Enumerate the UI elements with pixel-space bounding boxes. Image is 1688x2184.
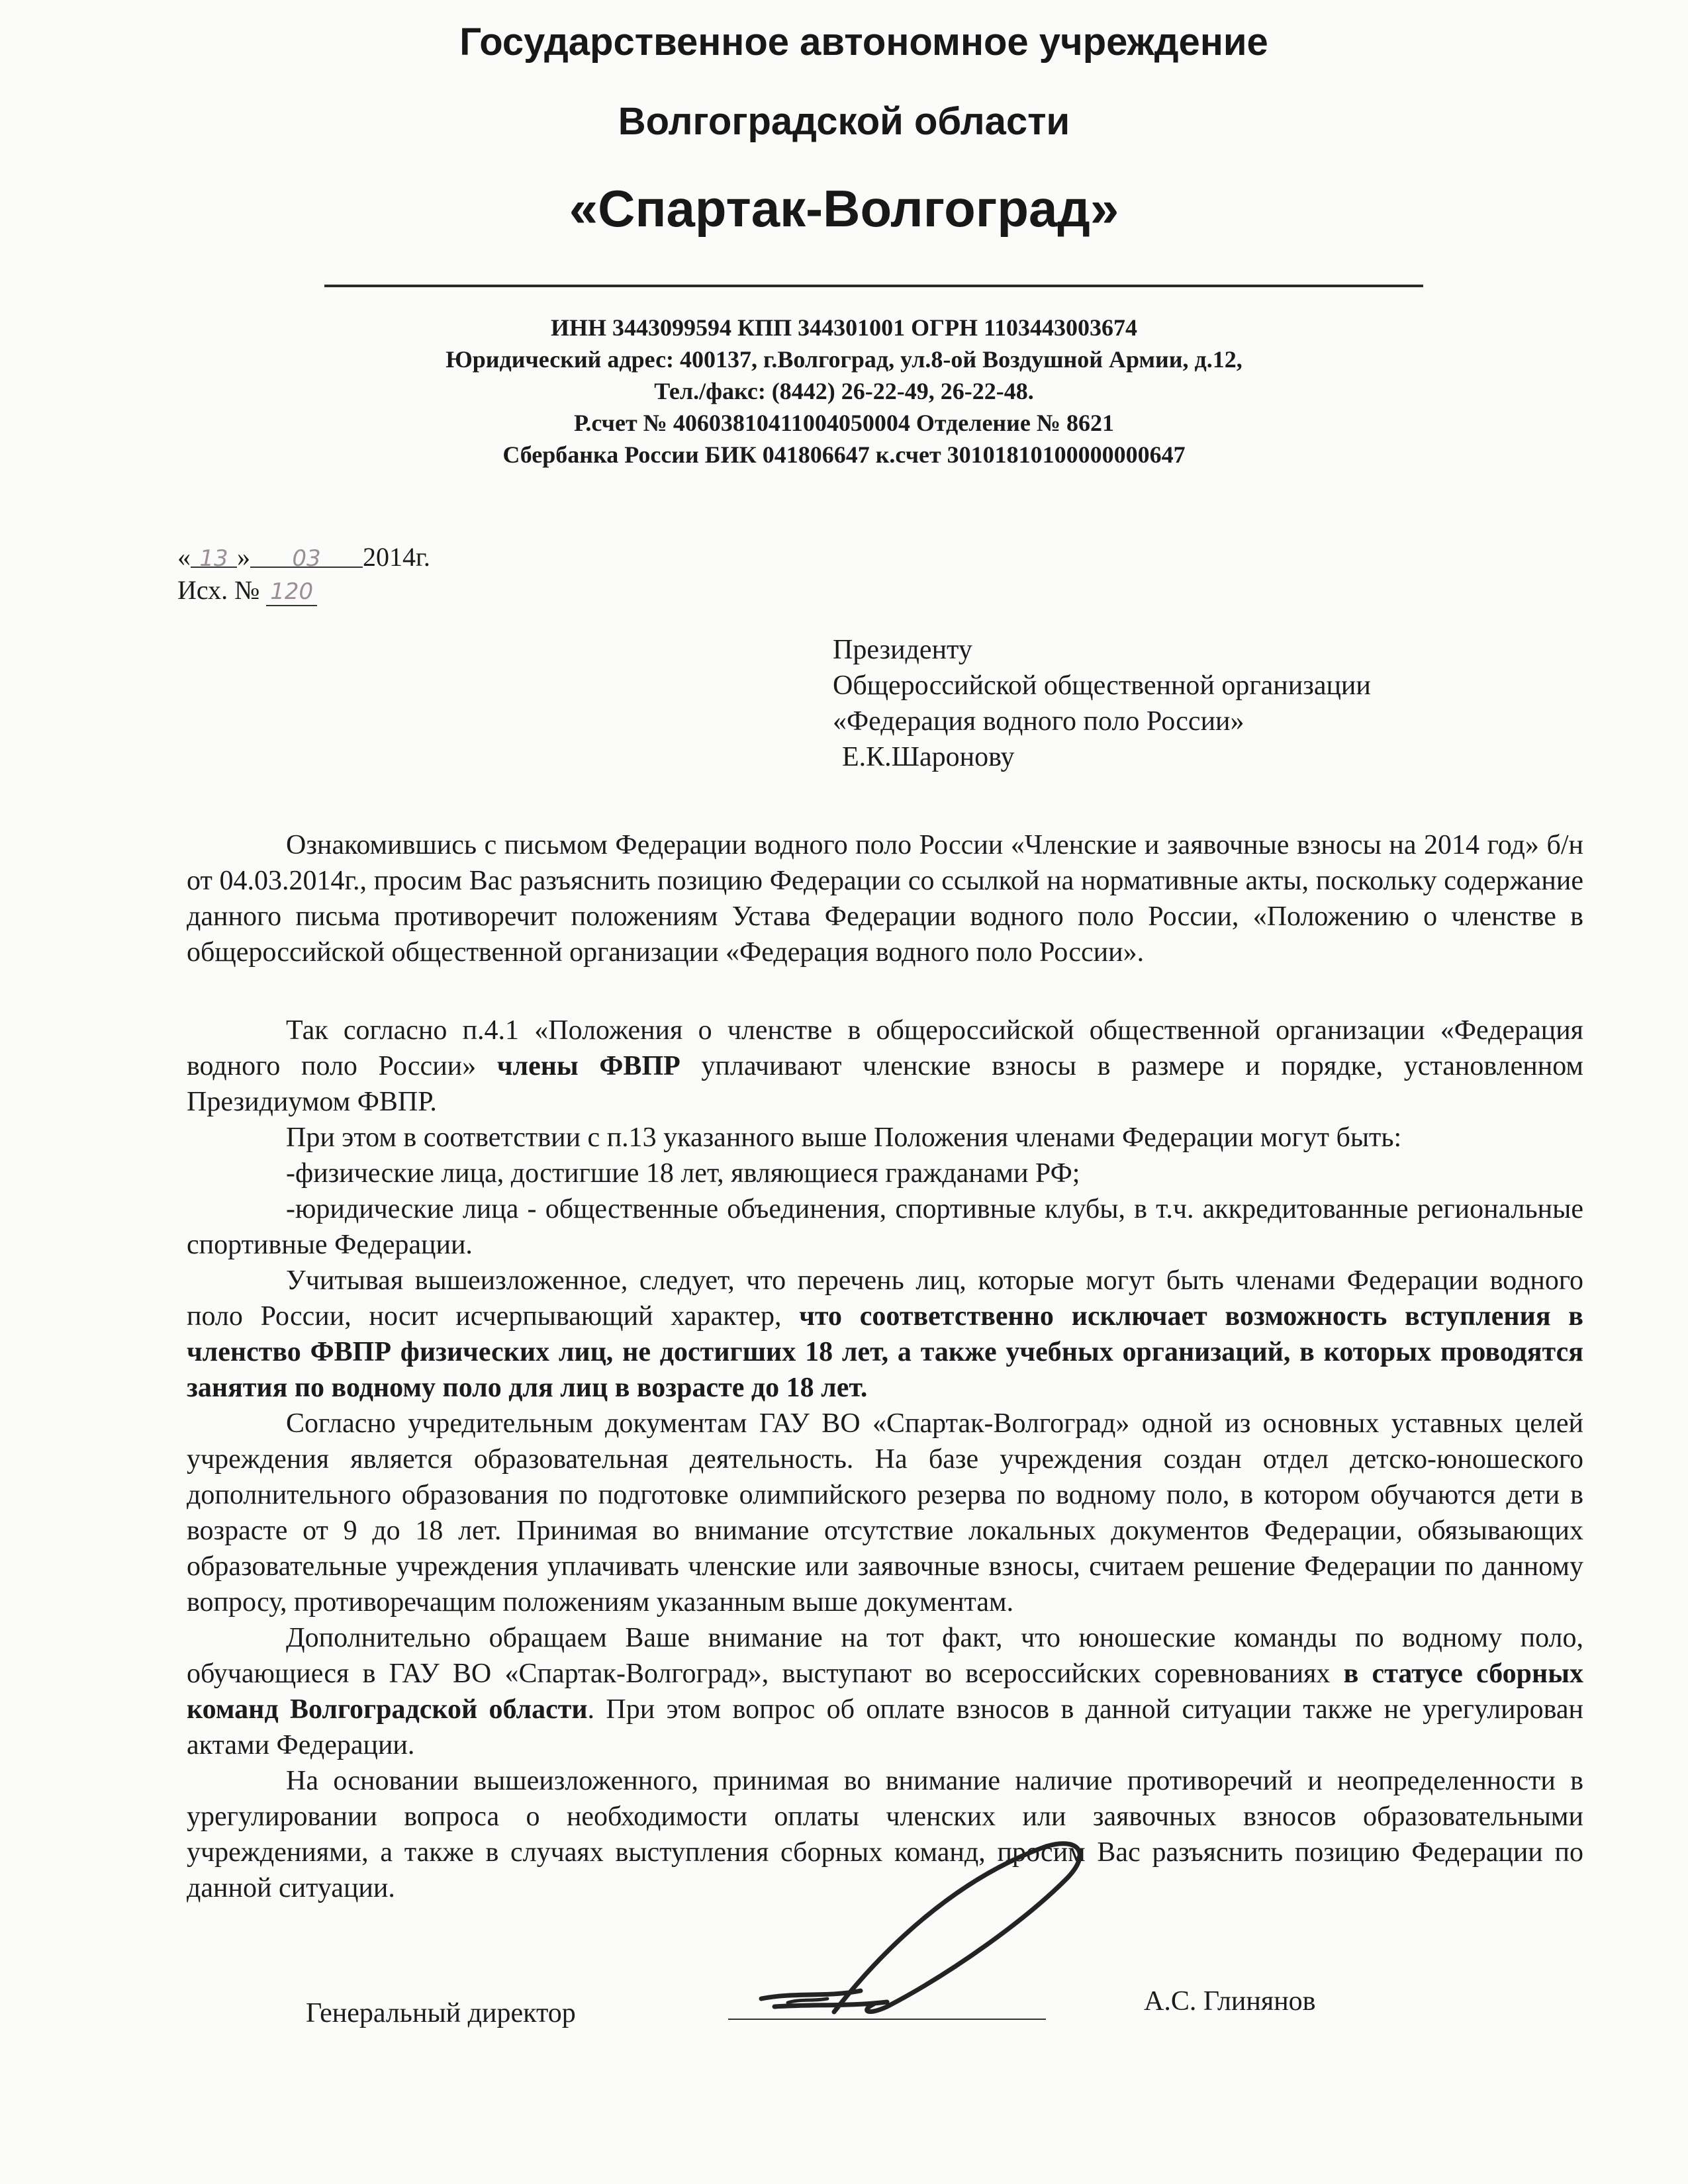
letterhead-divider	[324, 285, 1423, 287]
date-year: 2014г.	[363, 542, 430, 572]
paragraph-2	[187, 1013, 1583, 1120]
letterhead-organization-name: «Спартак-Волгоград»	[569, 179, 1119, 238]
paragraph-6-text: Дополнительно обращаем Ваше внимание на тот факт, что юношеские команды по водному поло, обучающиеся в ГАУ ВО «Спартак-Волгоград», выступают во всероссийских соревнованиях	[187, 1623, 1583, 1689]
paragraph-4-bold: что соответственно исключает возможность вступления в членство ФВПР физических лиц, не достигших 18 лет, а также учебных организаций, в которых проводятся занятия по водному поло для лиц в возрасте до 18 лет.	[187, 1301, 1583, 1403]
date-month: 03	[292, 545, 321, 572]
addressee-position: Президенту	[833, 635, 972, 665]
paragraph-6-end: . При этом вопрос об оплате взносов в данной ситуации также не урегулирован актами Федерации.	[187, 1694, 1583, 1760]
handwritten-signature	[735, 1833, 1105, 2032]
letterhead-region: Волгоградской области	[618, 100, 1070, 143]
paragraph-intro	[187, 827, 1583, 970]
addressee-organization-name: «Федерация водного поло России»	[833, 706, 1244, 737]
paragraph-6-bold: в статусе сборных команд Волгоградской области	[187, 1659, 1583, 1725]
paragraph-4-text: Учитывая вышеизложенное, следует, что перечень лиц, которые могут быть членами Федерации водного поло России, носит исчерпывающий характер,	[187, 1265, 1583, 1332]
requisites-tax-ids: ИНН 3443099594 КПП 344301001 ОГРН 1103443003674	[550, 314, 1138, 341]
paragraph-3: При этом в соответствии с п.13 указанного выше Положения членами Федерации могут быть:	[286, 1122, 1402, 1153]
body-main	[187, 1013, 1583, 1906]
paragraph-4	[187, 1263, 1583, 1406]
date-open-quote: «	[177, 542, 191, 572]
date-close-quote: »	[237, 542, 250, 572]
list-item-legal-entities: -юридические лица - общественные объединения, спортивные клубы, в т.ч. аккредитованные региональные спортивные Федерации.	[187, 1194, 1583, 1260]
addressee-block	[833, 632, 1371, 775]
signatory-title: Генеральный директор	[306, 1998, 576, 2028]
list-item-individuals: -физические лица, достигшие 18 лет, являющиеся гражданами РФ;	[286, 1158, 1080, 1189]
addressee-person: Е.К.Шаронову	[842, 742, 1015, 772]
paragraph-5: Согласно учредительным документам ГАУ ВО «Спартак-Волгоград» одной из основных уставных целей учреждения является образовательная деятельность. На базе учреждения создан отдел детско-юношеского дополнительного образования по подготовке олимпийского резерва по водному поло, в котором обучаются дети в возрасте от 9 до 18 лет. Принимая во внимание отсутствие локальных документов Федерации, обязывающих образовательные учреждения уплачивать членские или заявочные взносы, считаем решение Федерации по данному вопросу, противоречащим положениям указанным выше документам.	[187, 1408, 1583, 1617]
date-day: 13	[199, 545, 228, 572]
outgoing-number-value: 120	[266, 578, 317, 606]
paragraph-7: На основании вышеизложенного, принимая во внимание наличие противоречий и неопределенности в урегулировании вопроса о необходимости оплаты членских или заявочных взносов образовательными учреждениями, а также в случаях выступления сборных команд, просим Вас разъяснить позицию Федерации по данной ситуации.	[187, 1766, 1583, 1903]
outgoing-number-label: Исх. №	[177, 575, 260, 605]
requisites-bank-account: Р.счет № 40603810411004050004 Отделение № 8621	[573, 410, 1115, 436]
outgoing-number	[177, 574, 317, 606]
paragraph-2-bold: члены ФВПР	[496, 1051, 680, 1081]
letter-date	[177, 541, 430, 572]
paragraph-6	[187, 1620, 1583, 1763]
letterhead-institution-type: Государственное автономное учреждение	[459, 21, 1268, 64]
paragraph-2-end: уплачивают членские взносы в размере и порядке, установленном Президиумом ФВПР.	[187, 1051, 1583, 1117]
addressee-organization-type: Общероссийской общественной организации	[833, 670, 1371, 701]
requisites-legal-address: Юридический адрес: 400137, г.Волгоград, ул.8-ой Воздушной Армии, д.12,	[445, 346, 1243, 373]
signatory-name: А.С. Глинянов	[1144, 1986, 1316, 2017]
paragraph-1: Ознакомившись с письмом Федерации водного поло России «Членские и заявочные взносы на 2014 год» б/н от 04.03.2014г., просим Вас разъяснить позицию Федерации со ссылкой на нормативные акты, поскольку содержание данного письма противоречит положениям Устава Федерации водного поло России, «Положению о членстве в общероссийской общественной организации «Федерация водного поло России».	[187, 830, 1583, 968]
requisites-phone-fax: Тел./факс: (8442) 26-22-49, 26-22-48.	[654, 378, 1034, 404]
requisites-bank-details: Сбербанка России БИК 041806647 к.счет 30101810100000000647	[502, 441, 1186, 468]
paragraph-2-text: Так согласно п.4.1 «Положения о членстве в общероссийской общественной организации «Федерация водного поло России»	[187, 1015, 1583, 1081]
